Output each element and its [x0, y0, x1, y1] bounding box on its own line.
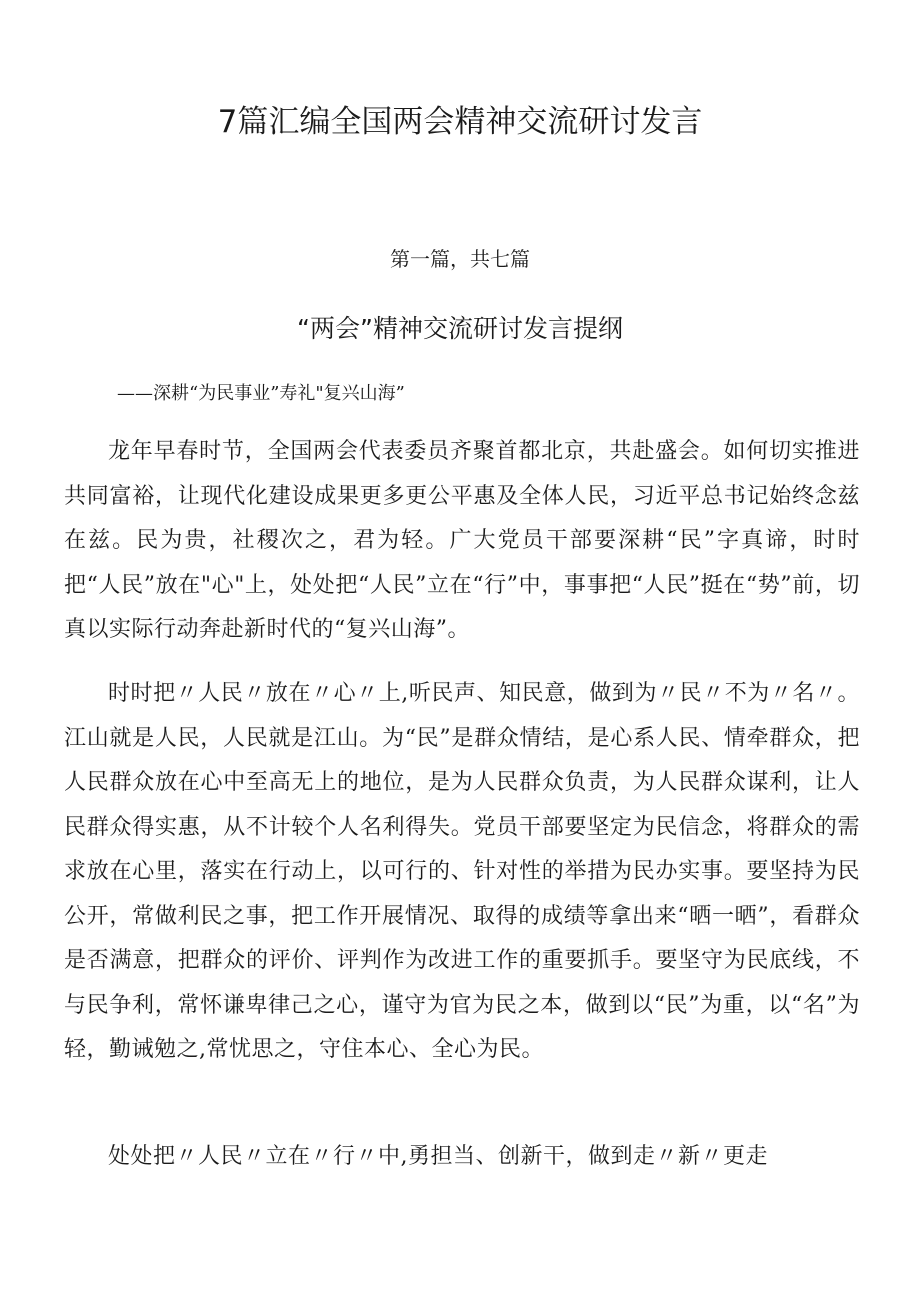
body-paragraph-1: 龙年早春时节，全国两会代表委员齐聚首都北京，共赴盛会。如何切实推进共同富裕，让现代化建设成果更多更公平惠及全体人民，习近平总书记始终念兹在兹。民为贵，社稷次之，君为轻。广大党员干部要深耕“民”字真谛，时时把“人民”放在"心"上，处处把“人民”立在“行”中，事事把“人民”挺在“势”前，切真以实际行动奔赴新时代的“复兴山海”。 — [64, 439, 860, 642]
section-title: “两会”精神交流研讨发言提纲 — [297, 314, 623, 343]
part-label: 第一篇，共七篇 — [390, 247, 530, 271]
body-paragraph-2: 时时把〃人民〃放在〃心〃上,听民声、知民意，做到为〃民〃不为〃名〃。江山就是人民，人民就是江山。为“民”是群众情结，是心系人民、情牵群众，把人民群众放在心中至高无上的地位，是为人民群众负责，为人民群众谋利，让人民群众得实惠，从不计较个人名利得失。党员干部要坚定为民信念，将群众的需求放在心里，落实在行动上，以可行的、针对性的举措为民办实事。要坚持为民公开，常做利民之事，把工作开展情况、取得的成绩等拿出来“晒一晒”，看群众是否满意，把群众的评价、评判作为改进工作的重要抓手。要坚守为民底线，不与民争利，常怀谦卑律己之心，谨守为官为民之本，做到以“民”为重，以“名”为轻，勤诫勉之,常忧思之，守住本心、全心为民。 — [64, 681, 860, 1062]
section-subtitle: ——深耕“为民事业”寿礼"复兴山海” — [117, 383, 405, 404]
document-title: 7篇汇编全国两会精神交流研讨发言 — [217, 104, 703, 140]
body-paragraph-3: 处处把〃人民〃立在〃行〃中,勇担当、创新干，做到走〃新〃更走 — [108, 1144, 768, 1169]
